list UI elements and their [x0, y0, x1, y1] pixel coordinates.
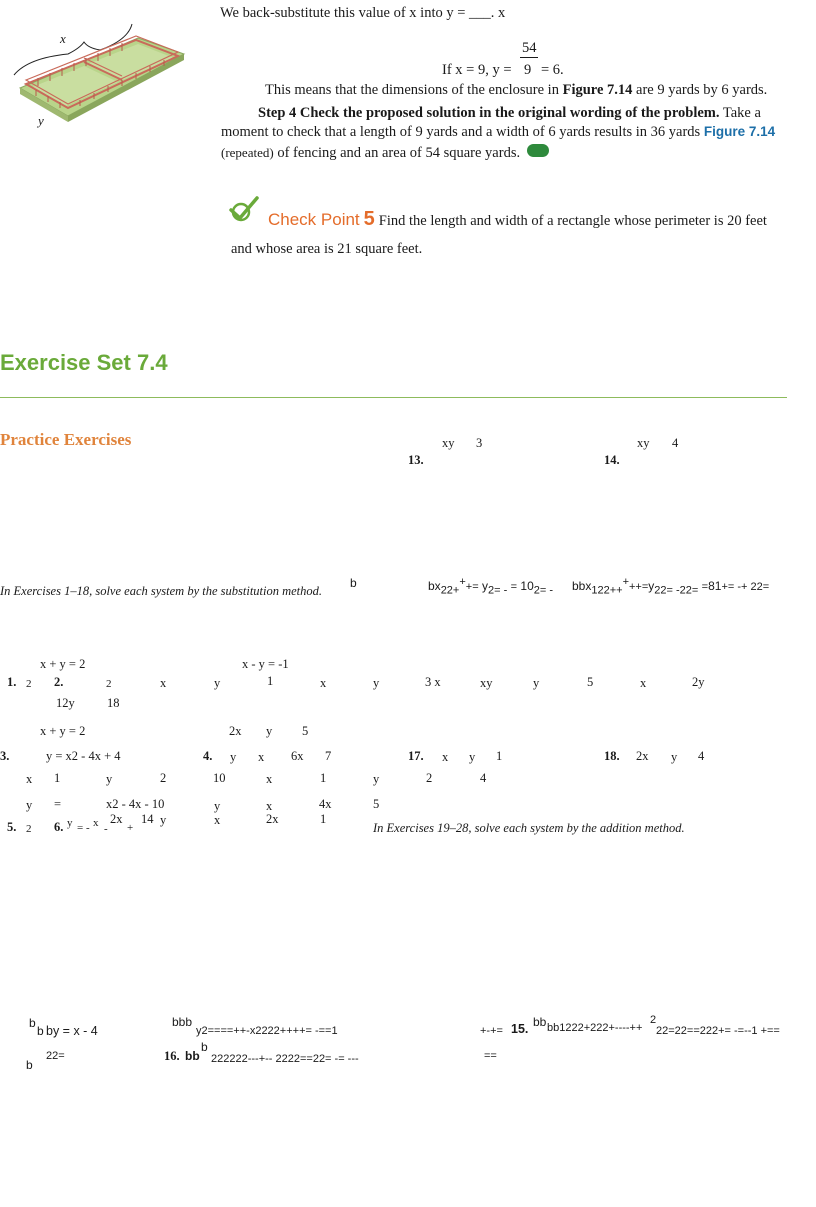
addition-instructions: In Exercises 19–28, solve each system by the addition method. [373, 821, 685, 835]
ex1-sub: 2 [26, 678, 32, 690]
ex15-bb: bb [533, 1015, 547, 1029]
g1-mid: += [465, 581, 479, 593]
ex6-14: 14 [141, 812, 154, 826]
garbled-equation-2 [572, 576, 769, 596]
stray-b: b [350, 576, 357, 590]
r1-xy: xy [480, 676, 493, 690]
ex4-6x: 6x [291, 749, 304, 763]
r3-y2: y [373, 772, 380, 786]
r3-x2: x [266, 772, 273, 786]
ex17-number: 17. [408, 749, 424, 763]
ex5-sub: 2 [26, 823, 32, 835]
fraction-numerator: 54 [522, 40, 537, 56]
g2-bbx: bbx [572, 579, 592, 593]
ex18-4: 4 [698, 749, 705, 763]
step4-figure-ref[interactable]: Figure 7.14 [703, 124, 776, 139]
ex13-3: 3 [476, 436, 483, 450]
ex6-x: x [93, 817, 99, 829]
r4-expr: x2 - 4x - 10 [106, 797, 165, 811]
step4-line2-text: moment to check that a length of 9 yards and a width of 6 yards results in 36 yards [221, 124, 701, 140]
ex16-tail: 222222---+-- 2222==22= -= --- [211, 1053, 359, 1065]
r1-x2: x [320, 676, 327, 690]
bottom-b-left-sub: 22= [46, 1050, 65, 1062]
g2-y: y [648, 579, 655, 593]
r2-5: 5 [302, 724, 309, 738]
step4-rest: Take a [722, 105, 761, 121]
r1-3x: 3 x [425, 675, 441, 689]
g2-81: 81 [708, 579, 722, 593]
ex18-2x: 2x [636, 749, 649, 763]
bottom-eq-right: == [484, 1050, 497, 1062]
g1-10: 10 [520, 579, 534, 593]
step4-line2 [221, 122, 775, 142]
r1-1: 1 [267, 674, 274, 688]
step4-line3-text: of fencing and an area of 54 square yards. [277, 145, 521, 161]
g2-ysub: 22= -22= [654, 584, 699, 597]
ex6-y: y [67, 817, 73, 829]
ex6-2x: 2x [110, 812, 123, 826]
ex17-1: 1 [496, 749, 503, 763]
ex17-y: y [469, 750, 476, 764]
g1-y: y [482, 579, 488, 593]
ex15-sup: 2 [650, 1014, 657, 1026]
substitution-instructions: In Exercises 1–18, solve each system by the substitution method. [0, 584, 323, 598]
r1-5: 5 [587, 675, 594, 689]
r3-1: 1 [54, 771, 61, 785]
ex4-number: 4. [203, 749, 213, 763]
g2-mid: ++= [629, 581, 649, 593]
r1-y3: y [533, 676, 540, 690]
r1-18: 18 [107, 696, 120, 710]
bottom-bbb-sub: y2====++-x2222++++= -==1 [196, 1025, 338, 1037]
r4-eq: = [54, 797, 62, 811]
ex16-sup: b [201, 1040, 208, 1054]
step4-heading: Step 4 Check the proposed solution in the original wording of the problem. [258, 105, 720, 121]
bottom-by-eq: by = x - 4 [46, 1024, 98, 1038]
ex1-number: 1. [7, 675, 17, 689]
g2-eq: = [701, 581, 709, 593]
ex16-number: 16. [164, 1049, 180, 1063]
ex6-plus: + [127, 822, 134, 834]
r5-1: 1 [320, 812, 327, 826]
ex15-number: 15. [511, 1022, 529, 1036]
g1-bx: bx [428, 579, 441, 593]
fraction-denominator: 9 [524, 62, 532, 78]
check-point-line1 [268, 208, 767, 231]
r3-x: x [26, 772, 33, 786]
ex13-number: 13. [408, 453, 424, 467]
r5-2x: 2x [266, 812, 279, 826]
ex18-y: y [671, 750, 678, 764]
r2-2x: 2x [229, 724, 242, 738]
r1-x3: x [640, 676, 647, 690]
ex4-y: y [230, 750, 237, 764]
g1-ysub: 2= - [488, 584, 508, 597]
r2-y: y [266, 724, 273, 738]
r4-5: 5 [373, 797, 380, 811]
ex6-eq: = - [77, 822, 90, 834]
r4-y2: y [214, 799, 221, 813]
if-line-left: If x = 9, y = [442, 62, 512, 78]
bottom-b-left: b [26, 1058, 33, 1072]
bottom-right-prefix: +-+= [480, 1025, 503, 1037]
g2-end: += -+ 22= [721, 581, 770, 593]
ex6-number: 6. [54, 820, 64, 834]
ex3-equation: y = x2 - 4x + 4 [46, 749, 121, 763]
g2-sub: 122++ [591, 584, 623, 597]
r3-2b: 2 [426, 771, 433, 785]
ex4-x: x [258, 750, 265, 764]
r1-2y: 2y [692, 675, 705, 689]
garbled-equation-1 [428, 576, 553, 596]
check-point-text1: Find the length and width of a rectangle whose perimeter is 20 feet [378, 213, 767, 229]
r3-4: 4 [480, 771, 487, 785]
g2-sup: + [622, 576, 629, 588]
dimensions-sentence [265, 80, 767, 100]
ex15-rest: bb1222+222+----++ [547, 1022, 643, 1034]
figure-label-x: x [60, 31, 66, 46]
r4-4x: 4x [319, 797, 332, 811]
r1-y2: y [373, 676, 380, 690]
figure-label-y: y [38, 113, 44, 128]
exercise-set-title: Exercise Set 7.4 [0, 350, 168, 375]
ex4-7: 7 [325, 749, 332, 763]
ex18-number: 18. [604, 749, 620, 763]
r2-top-a: x + y = 2 [40, 724, 86, 738]
ex14-xy: xy [637, 436, 650, 450]
ex6-y2: y [160, 813, 167, 827]
ex2-sub: 2 [106, 678, 112, 690]
g1-sup: + [459, 576, 466, 588]
ex15-tail: 22=22==222+= -=--1 +== [656, 1025, 780, 1037]
r3-y: y [106, 772, 113, 786]
check-point-text2: and whose area is 21 square feet. [231, 241, 423, 257]
bottom-b-a: b [29, 1016, 36, 1030]
fenced-enclosure-figure [8, 18, 188, 130]
r1-y1: y [214, 676, 221, 690]
ex6-minus: - [104, 823, 108, 835]
section-divider [0, 397, 787, 398]
ex17-x: x [442, 750, 449, 764]
g1-sub: 22+ [440, 584, 460, 597]
ex14-4: 4 [672, 436, 679, 450]
ex3-number: 3. [0, 749, 10, 763]
practice-exercises-title: Practice Exercises [0, 430, 132, 449]
r5-x: x [214, 813, 221, 827]
end-of-solution-icon [527, 144, 549, 157]
r1-top-a: x + y = 2 [40, 657, 86, 671]
g1-eq: = [510, 581, 518, 593]
bottom-bbb: bbb [172, 1015, 193, 1029]
step4-line3 [221, 143, 520, 163]
ex16-bb: bb [185, 1049, 200, 1063]
ex14-number: 14. [604, 453, 620, 467]
fraction-bar [520, 57, 538, 58]
r1-x1: x [160, 676, 167, 690]
step4-repeated: (repeated) [221, 145, 274, 160]
r3-2: 2 [160, 771, 167, 785]
dimensions-suffix: are 9 yards by 6 yards. [636, 82, 768, 98]
ex5-number: 5. [7, 820, 17, 834]
dimensions-prefix: This means that the dimensions of the enclosure in [265, 82, 559, 98]
r3-1b: 1 [320, 771, 327, 785]
step4-line1 [258, 103, 761, 123]
if-line-right: = 6. [541, 62, 564, 78]
r4-y: y [26, 798, 33, 812]
g1-end: 2= - [533, 584, 554, 597]
ex13-xy: xy [442, 436, 455, 450]
r4-x: x [266, 799, 273, 813]
r3-10: 10 [213, 771, 226, 785]
r1-top-b: x - y = -1 [242, 657, 289, 671]
check-point-label: Check Point [268, 210, 360, 229]
bottom-b-b: b [37, 1024, 44, 1038]
dimensions-figure-ref: Figure 7.14 [562, 82, 633, 98]
ex2-number: 2. [54, 675, 64, 689]
r1-12y: 12y [56, 696, 75, 710]
check-point-number: 5 [363, 208, 375, 230]
back-substitute-line: We back-substitute this value of x into y = ___. x [220, 5, 506, 21]
checkmark-icon [228, 196, 260, 224]
